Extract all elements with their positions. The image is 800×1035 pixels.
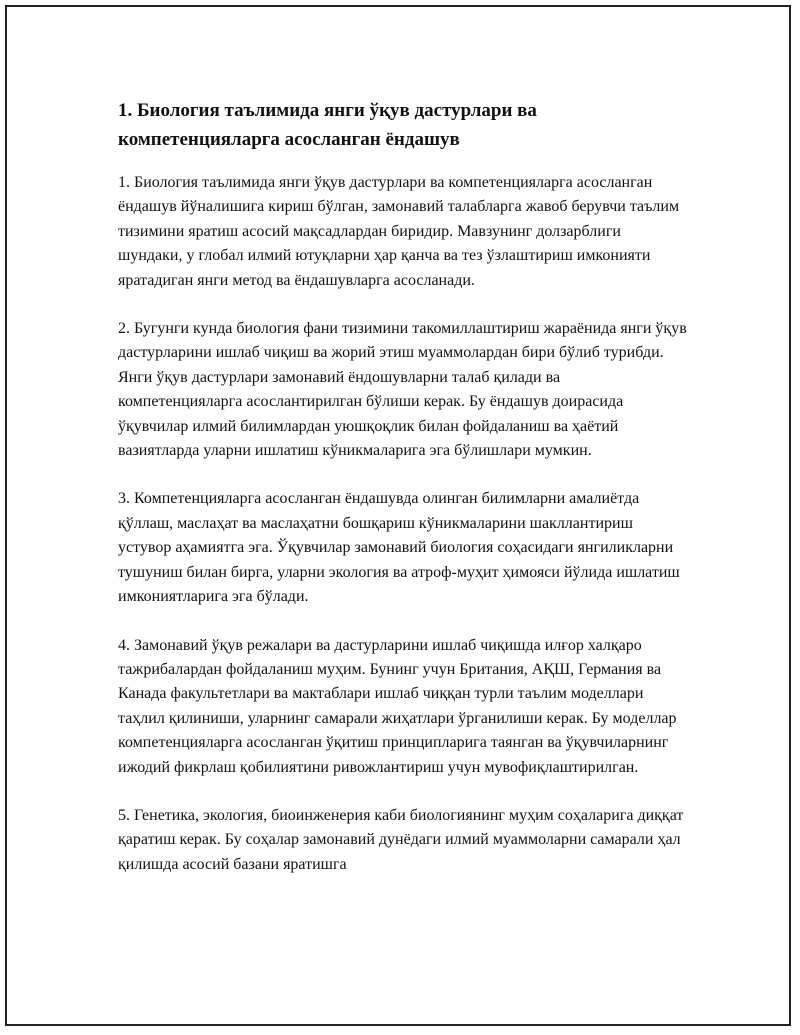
document-content [118,96,688,877]
document-title: 1. Биология таълимида янги ўқув дастурлари ва компетенцияларга асосланган ёндашув [118,100,537,150]
paragraph-3: 3. Компетенцияларга асосланган ёндашувда олинган билимларни амалиётда қўллаш, маслаҳат ва маслаҳатни бошқариш кўникмаларини шакллантириш устувор аҳамиятга эга. Ўқувчилар замонавий биология соҳасидаги янгиликларни тушуниш билан бирга, уларни экология ва атроф-муҳит ҳимояси йўлида ишлатиш имкониятларига эга бўлади. [118,490,680,606]
paragraph-2: 2. Бугунги кунда биология фани тизимини такомиллаштириш жараёнида янги ўқув дастурларини ишлаб чиқиш ва жорий этиш муаммолардан бири бўлиб турибди. Янги ўқув дастурлари замонавий ёндошувларни талаб қилади ва компетенцияларга асослантирилган бўлиши керак. Бу ёндашув доирасида ўқувчилар илмий билимлардан уюшқоқлик билан фойдаланиш ва ҳаётий вазиятларда уларни ишлатиш кўникмаларига эга бўлишлари мумкин. [118,320,687,460]
paragraph-1: 1. Биология таълимида янги ўқув дастурлари ва компетенцияларга асосланган ёндашув йўналишига кириш бўлган, замонавий талабларга жавоб берувчи таълим тизимини яратиш асосий мақсадлардан биридир. Мавзунинг долзарблиги шундаки, у глобал илмий ютуқларни ҳар қанча ва тез ўзлаштириш имконияти яратадиган янги метод ва ёндашувларга асосланади. [118,174,680,289]
paragraph-4: 4. Замонавий ўқув режалари ва дастурларини ишлаб чиқишда илғор халқаро тажрибалардан фойдаланиш муҳим. Бунинг учун Британия, АҚШ, Германия ва Канада факультетлари ва мактаблари ишлаб чиққан турли таълим моделлари таҳлил қилиниши, уларнинг самарали жиҳатлари ўрганилиши керак. Бу моделлар компетенцияларга асосланган ўқитиш принципларига таянган ва ўқувчиларнинг ижодий фикрлаш қобилиятини ривожлантириш учун мувофиқлаштирилган. [118,636,677,776]
paragraph-5: 5. Генетика, экология, биоинженерия каби биологиянинг муҳим соҳаларига диққат қаратиш керак. Бу соҳалар замонавий дунёдаги илмий муаммоларни самарали ҳал қилишда асосий базани яратишга [118,806,684,873]
